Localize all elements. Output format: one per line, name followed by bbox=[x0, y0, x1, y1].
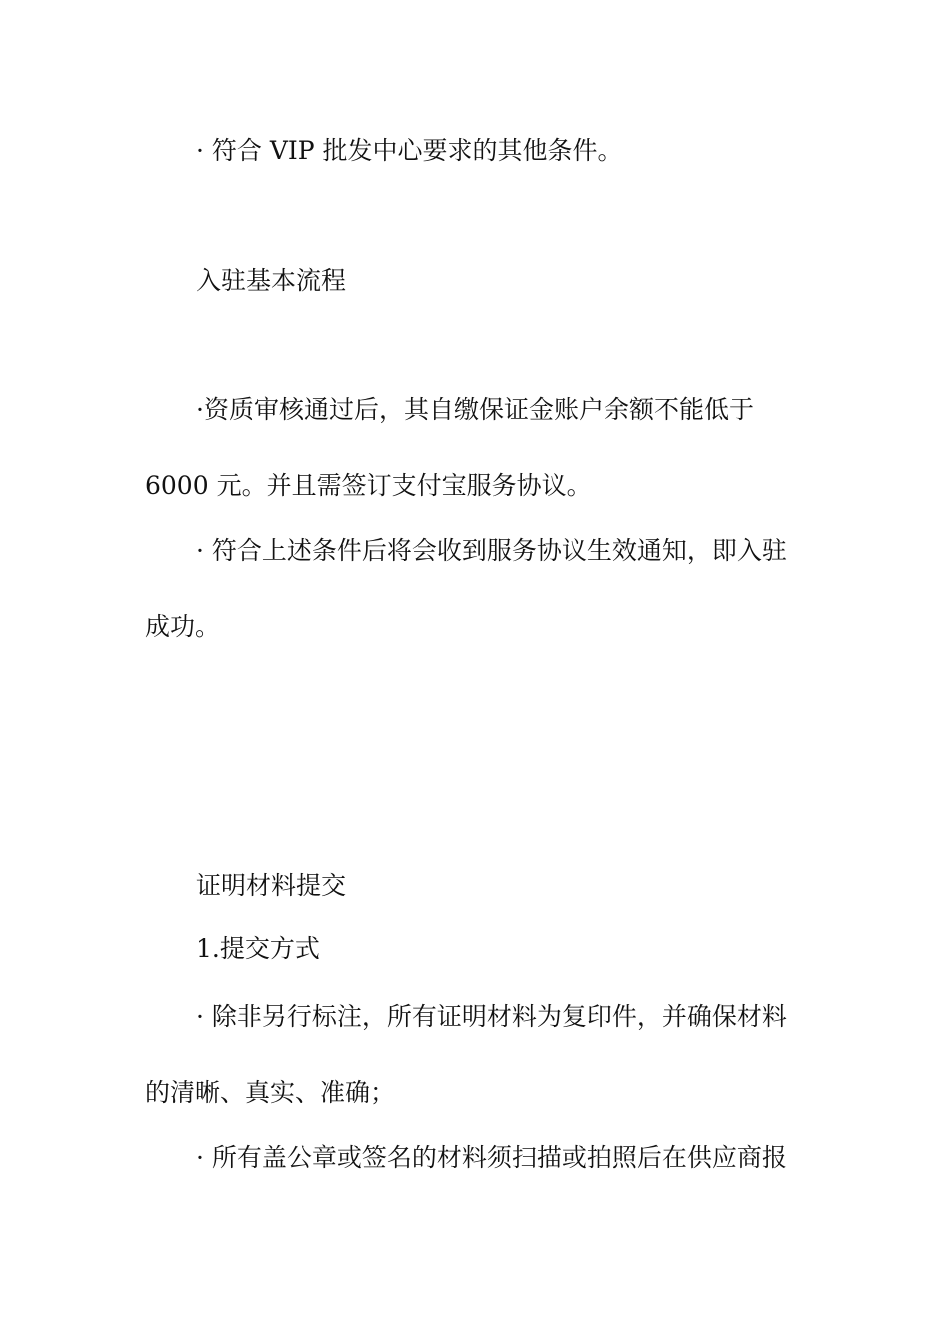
paragraph-agreement-notice-line2: 成功。 bbox=[145, 612, 221, 641]
heading-proof-materials: 证明材料提交 bbox=[196, 871, 347, 900]
paragraph-qualification-review-line1 bbox=[196, 395, 806, 425]
subheading-submission-method: 1.提交方式 bbox=[196, 934, 320, 963]
paragraph-agreement-notice-line1: · 符合上述条件后将会收到服务协议生效通知，即入驻 bbox=[196, 536, 787, 565]
paragraph-copies-line2: 的清晰、真实、准确； bbox=[145, 1078, 396, 1107]
justified-text: ·资质审核通过后，其自缴保证金账户余额不能低于 bbox=[196, 395, 754, 424]
heading-onboarding-process: 入驻基本流程 bbox=[196, 266, 347, 295]
paragraph-scanned-materials-line1: · 所有盖公章或签名的材料须扫描或拍照后在供应商报 bbox=[196, 1143, 787, 1172]
paragraph-copies-line1: · 除非另行标注，所有证明材料为复印件，并确保材料 bbox=[196, 1002, 787, 1031]
paragraph-qualification-review-line2: 6000 元。并且需签订支付宝服务协议。 bbox=[145, 471, 592, 500]
paragraph-other-conditions: · 符合 VIP 批发中心要求的其他条件。 bbox=[196, 136, 623, 165]
